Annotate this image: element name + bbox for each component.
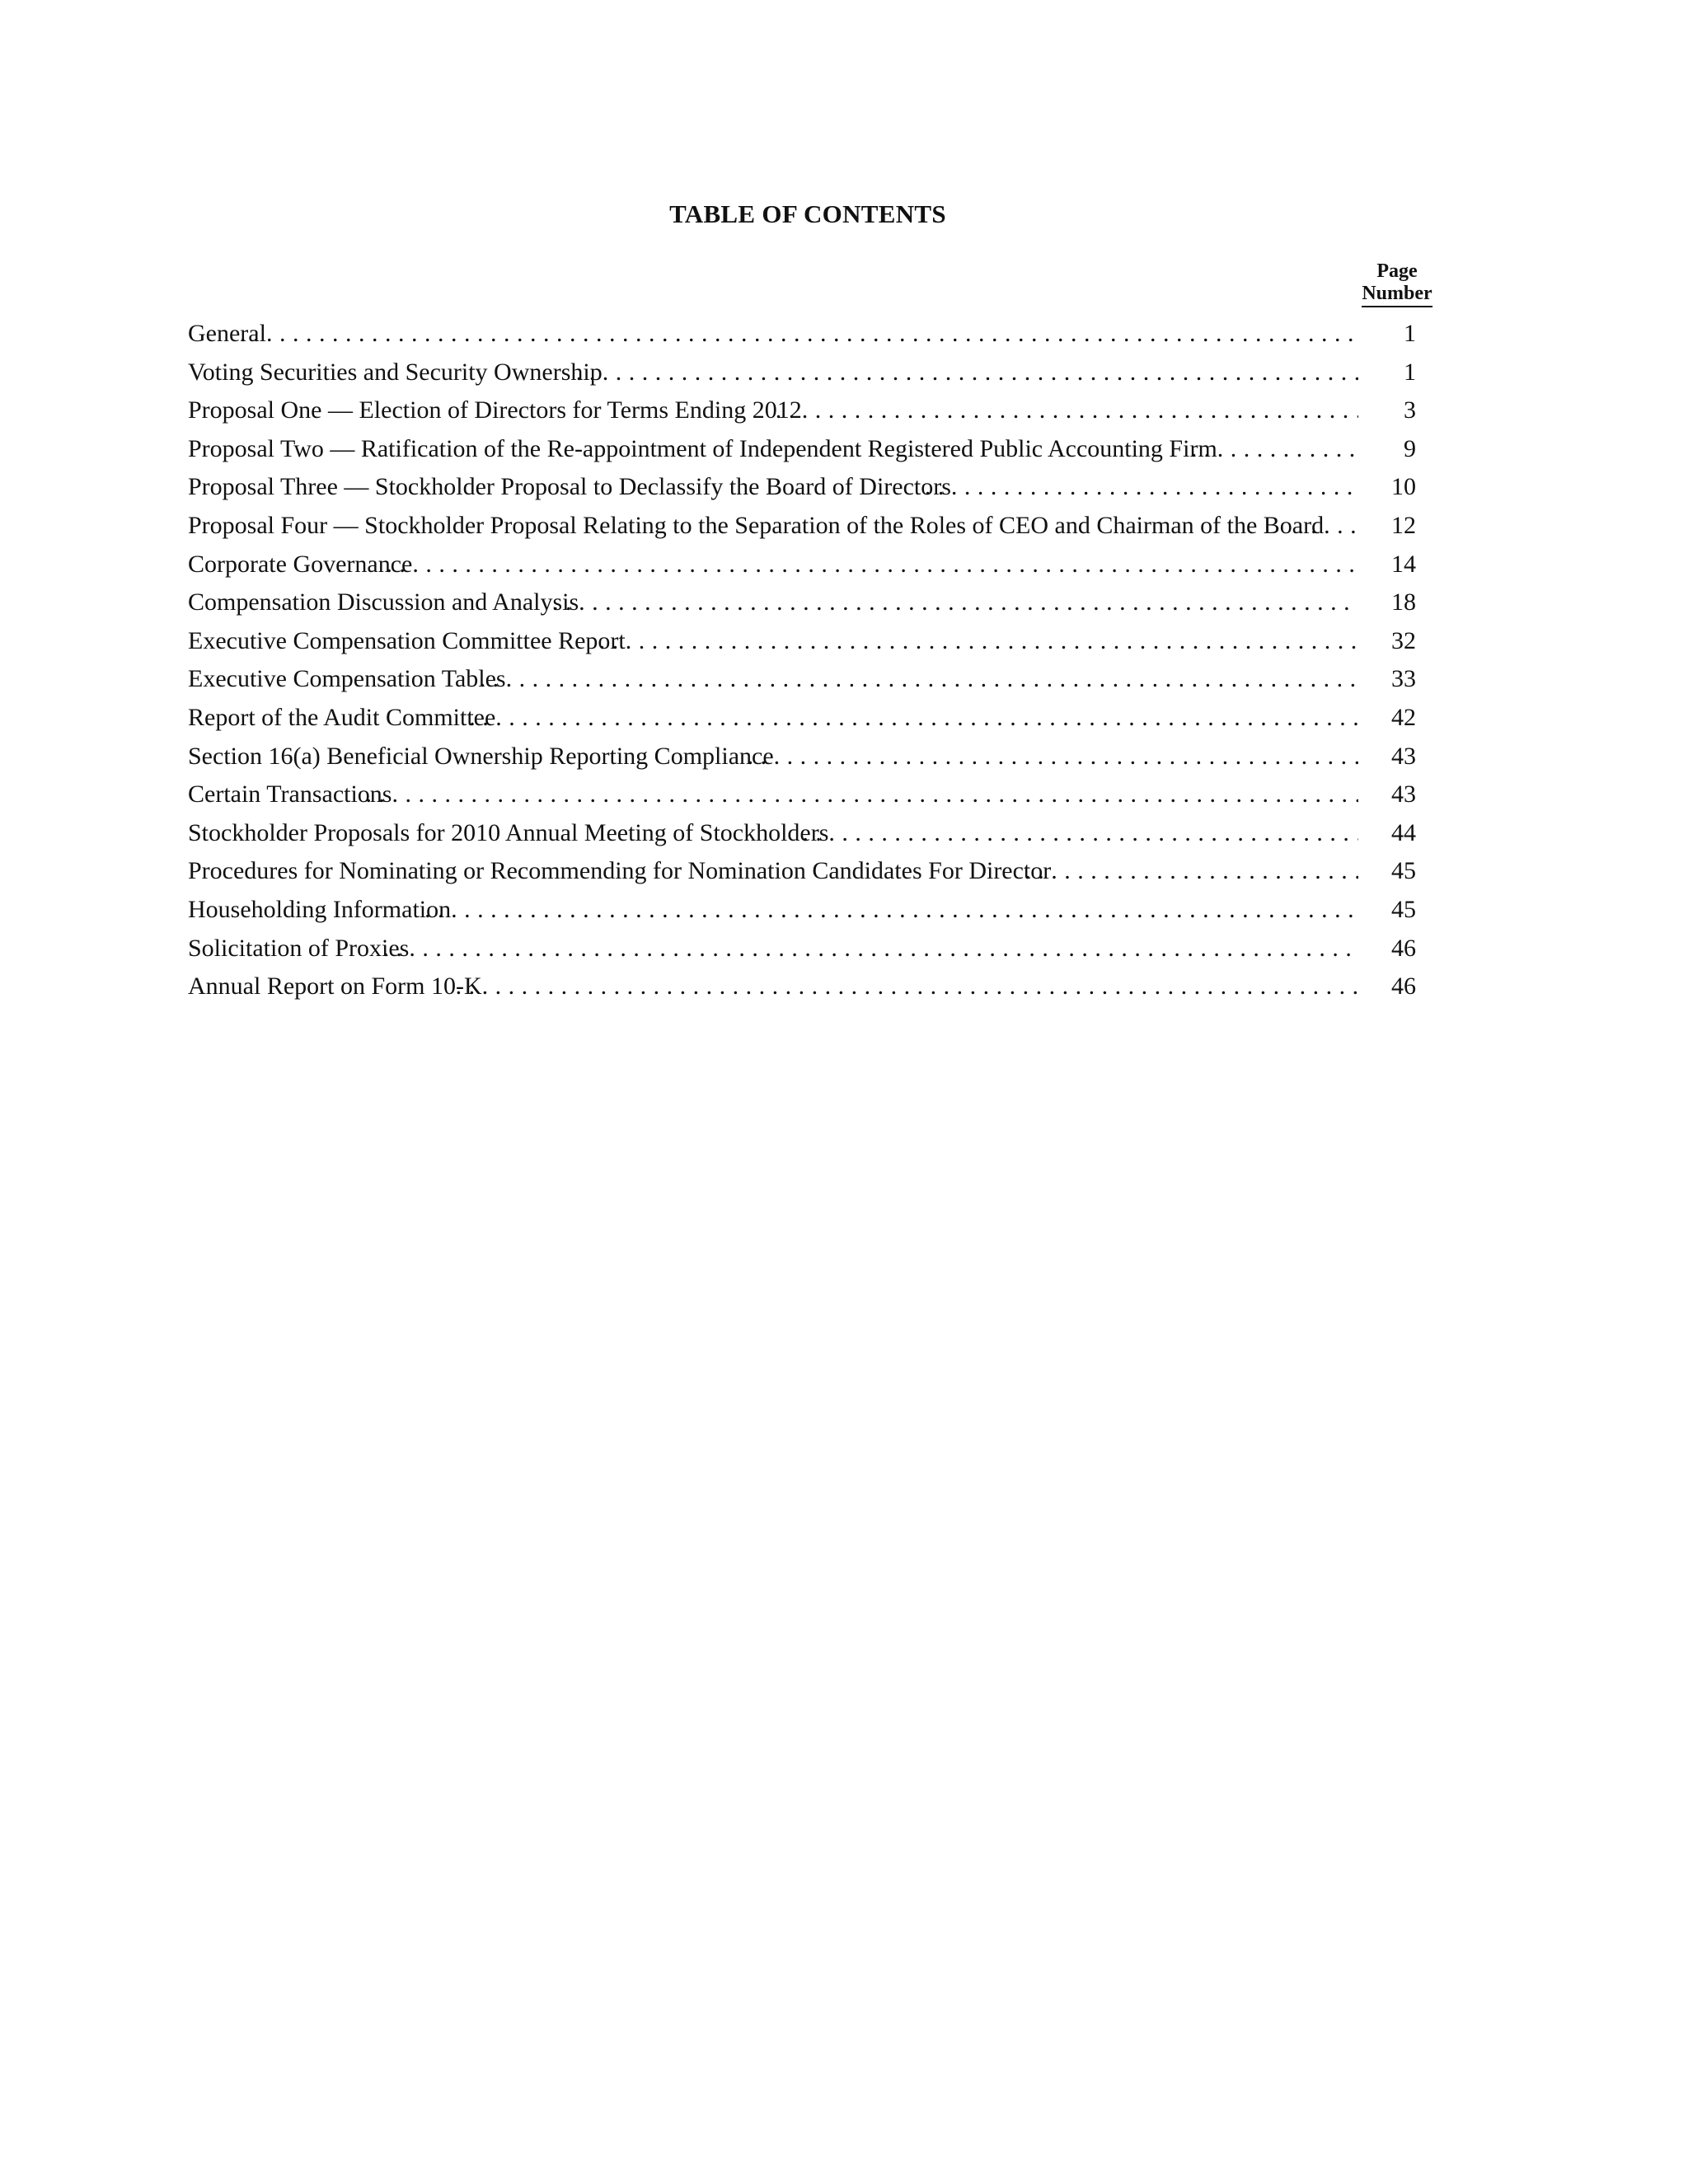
page-header-line1: Page xyxy=(1376,260,1418,282)
toc-entry-page: 32 xyxy=(1391,626,1416,654)
toc-list xyxy=(188,320,1416,1011)
toc-entry[interactable] xyxy=(188,512,1416,540)
toc-entry-page: 46 xyxy=(1391,934,1416,962)
toc-entry[interactable] xyxy=(188,665,1416,693)
toc-entry[interactable] xyxy=(188,359,1416,387)
toc-entry-page: 33 xyxy=(1391,665,1416,693)
toc-entry[interactable] xyxy=(188,780,1416,808)
toc-entry[interactable] xyxy=(188,935,1416,963)
toc-entry[interactable] xyxy=(188,857,1416,885)
toc-entry-page: 9 xyxy=(1404,434,1416,462)
toc-entry-page: 3 xyxy=(1404,396,1416,424)
toc-entry-title: Corporate Governance xyxy=(188,550,413,578)
page-number-column-header xyxy=(1356,260,1438,307)
toc-entry[interactable] xyxy=(188,396,1416,424)
toc-entry-page: 18 xyxy=(1391,588,1416,616)
toc-entry-title: Report of the Audit Committee xyxy=(188,703,496,731)
toc-entry-title: Compensation Discussion and Analysis xyxy=(188,588,579,616)
toc-entry[interactable] xyxy=(188,896,1416,924)
toc-entry-page: 14 xyxy=(1391,550,1416,578)
toc-entry-title: Proposal Two — Ratification of the Re-appointment of Independent Registered Public Accounting Firm xyxy=(188,434,1217,462)
toc-entry-title: Annual Report on Form 10-K xyxy=(188,972,482,1001)
toc-entry[interactable] xyxy=(188,473,1416,501)
toc-entry-page: 44 xyxy=(1391,818,1416,846)
toc-entry-title: Executive Compensation Committee Report xyxy=(188,626,626,654)
toc-entry-title: Executive Compensation Tables xyxy=(188,665,506,693)
toc-entry-page: 43 xyxy=(1391,742,1416,770)
toc-entry-title: Stockholder Proposals for 2010 Annual Meeting of Stockholders xyxy=(188,818,829,846)
toc-entry-page: 42 xyxy=(1391,703,1416,731)
toc-entry-page: 45 xyxy=(1391,895,1416,923)
toc-entry-title: General xyxy=(188,320,266,347)
toc-entry[interactable] xyxy=(188,320,1416,348)
toc-entry[interactable] xyxy=(188,551,1416,579)
page-title: TABLE OF CONTENTS xyxy=(669,199,946,228)
toc-entry-title: Voting Securities and Security Ownership xyxy=(188,358,603,386)
toc-entry-page: 43 xyxy=(1391,780,1416,808)
page-header-line2: Number xyxy=(1362,283,1432,307)
toc-entry-title: Proposal One — Election of Directors for Terms Ending 2012 xyxy=(188,396,802,424)
toc-entry[interactable] xyxy=(188,704,1416,732)
toc-entry-page: 45 xyxy=(1391,857,1416,885)
toc-entry-title: Certain Transactions xyxy=(188,780,392,808)
toc-entry-page: 46 xyxy=(1391,972,1416,1001)
toc-entry-title: Section 16(a) Beneficial Ownership Reporting Compliance xyxy=(188,742,774,770)
toc-entry-page: 10 xyxy=(1391,473,1416,501)
toc-entry[interactable] xyxy=(188,743,1416,771)
toc-entry[interactable] xyxy=(188,972,1416,1001)
toc-entry[interactable] xyxy=(188,588,1416,616)
toc-entry-title: Procedures for Nominating or Recommending for Nomination Candidates For Director xyxy=(188,857,1052,885)
toc-entry-page: 12 xyxy=(1391,511,1416,539)
toc-entry[interactable] xyxy=(188,435,1416,463)
toc-entry-title: Solicitation of Proxies xyxy=(188,934,410,962)
toc-entry-page: 1 xyxy=(1404,320,1416,347)
toc-entry-title: Proposal Three — Stockholder Proposal to Declassify the Board of Directors xyxy=(188,473,951,501)
toc-entry-page: 1 xyxy=(1404,358,1416,386)
toc-entry[interactable] xyxy=(188,819,1416,847)
toc-entry-title: Proposal Four — Stockholder Proposal Relating to the Separation of the Roles of CEO and Chairman of the Board xyxy=(188,511,1325,539)
toc-entry-title: Householding Information xyxy=(188,895,452,923)
toc-entry[interactable] xyxy=(188,627,1416,655)
